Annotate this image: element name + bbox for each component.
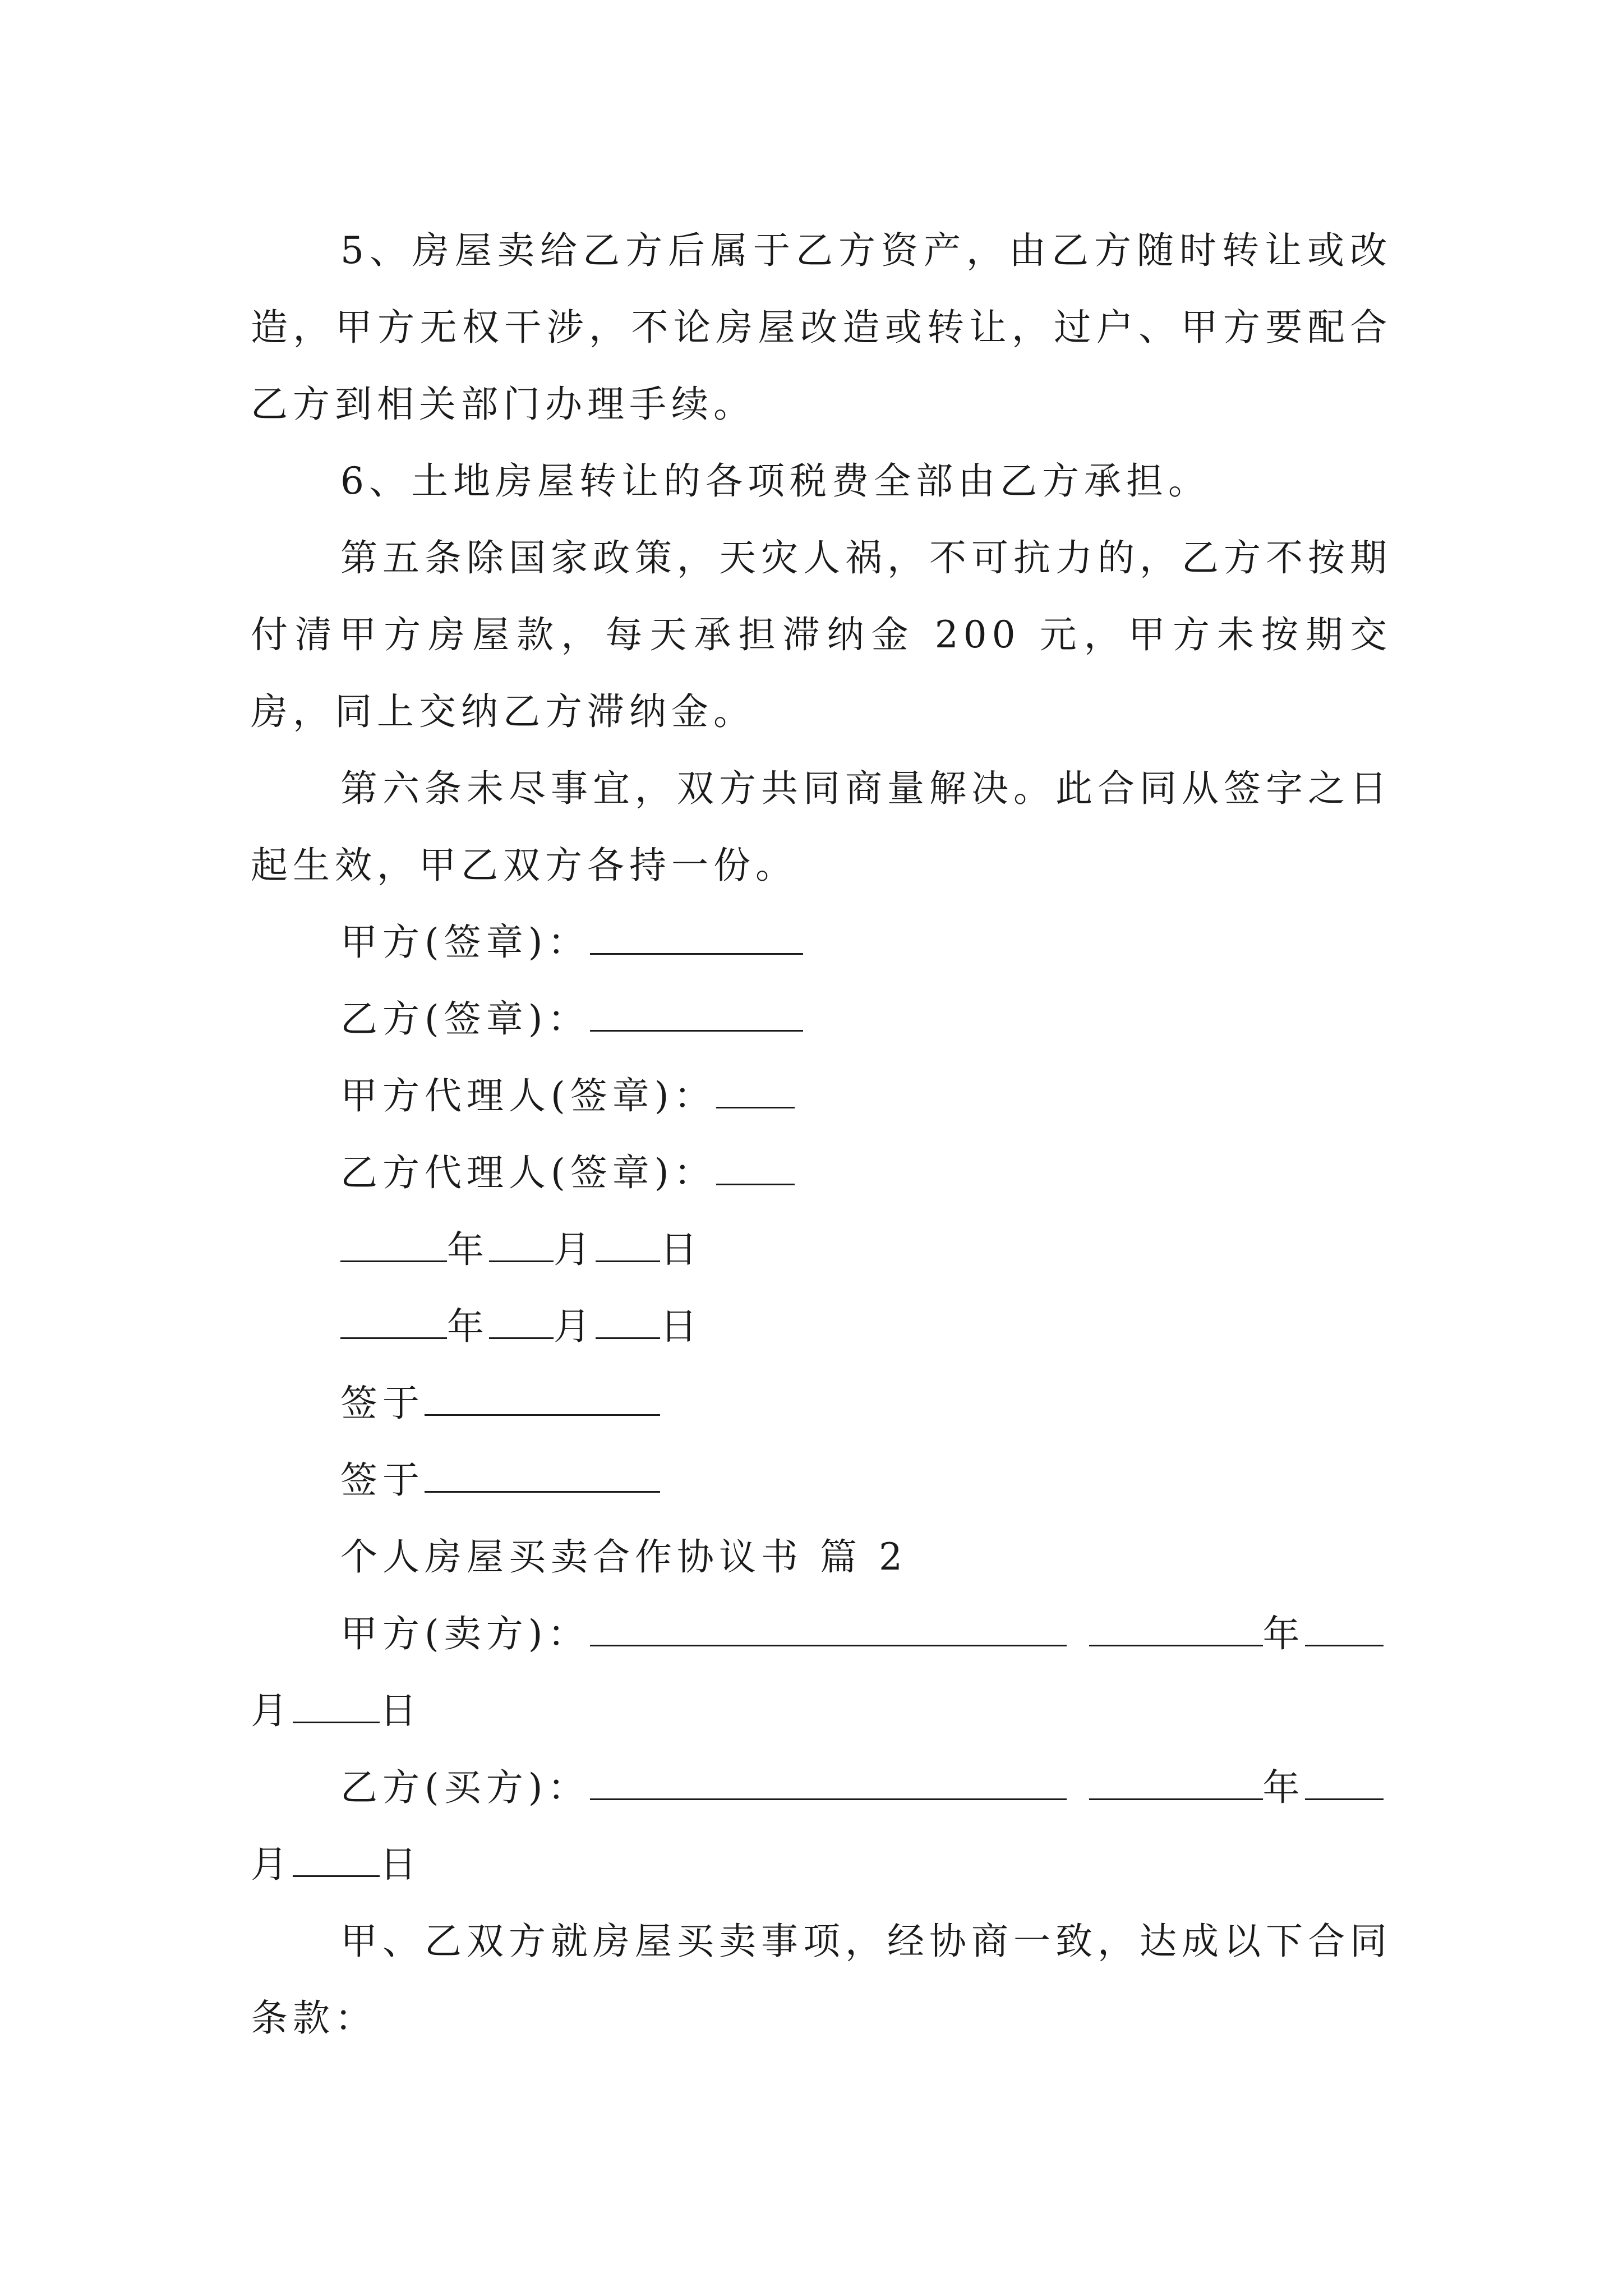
day-label: 日 (660, 1228, 702, 1271)
article-6: 第六条未尽事宜，双方共同商量解决。此合同从签字之日起生效，甲乙双方各持一份。 (251, 767, 1392, 887)
month-label: 月 (554, 1305, 596, 1348)
section-title (251, 1519, 1392, 1595)
day-blank (596, 1236, 660, 1262)
month-label: 月 (554, 1228, 596, 1271)
signature-agent-a (251, 1057, 1392, 1134)
signature-party-a-label: 甲方(签章)： (340, 921, 590, 964)
party-a-seller-label: 甲方(卖方)： (340, 1612, 590, 1655)
day-blank (293, 1697, 380, 1723)
year-label: 年 (447, 1305, 489, 1348)
signed-at-blank (425, 1389, 660, 1416)
signature-party-b-label: 乙方(签章)： (340, 997, 590, 1041)
party-b-buyer-line-cont (251, 1826, 1392, 1903)
signature-agent-b-label: 乙方代理人(签章)： (340, 1151, 716, 1194)
section-title-text: 个人房屋买卖合作协议书 篇 2 (340, 1535, 907, 1579)
signature-party-b (251, 981, 1392, 1057)
signature-agent-b (251, 1134, 1392, 1211)
clause-5: 5、房屋卖给乙方后属于乙方资产，由乙方随时转让或改造，甲方无权干涉，不论房屋改造或转让，过户、甲方要配合乙方到相关部门办理手续。 (251, 229, 1392, 426)
year-label: 年 (447, 1228, 489, 1271)
party-a-seller-blank (590, 1620, 1067, 1646)
month-blank (489, 1236, 554, 1262)
article-5: 第五条除国家政策，天灾人祸，不可抗力的，乙方不按期付清甲方房屋款，每天承担滞纳金 200 元，甲方未按期交房，同上交纳乙方滞纳金。 (251, 536, 1392, 733)
signature-agent-a-label: 甲方代理人(签章)： (340, 1074, 716, 1117)
year-blank (1089, 1774, 1263, 1800)
party-a-seller-line-cont (251, 1672, 1392, 1749)
signed-at-label: 签于 (340, 1382, 425, 1425)
party-a-seller-line (251, 1595, 1392, 1672)
signature-agent-a-blank (716, 1082, 795, 1108)
year-blank (340, 1236, 447, 1262)
day-blank (293, 1851, 380, 1877)
date-line-1 (251, 1211, 1392, 1288)
year-label: 年 (1262, 1612, 1305, 1655)
day-label: 日 (660, 1305, 702, 1348)
party-b-buyer-label: 乙方(买方)： (340, 1766, 590, 1809)
signed-at-label: 签于 (340, 1458, 425, 1502)
year-blank (1089, 1620, 1263, 1646)
year-blank (340, 1313, 447, 1339)
signed-at-line-1 (251, 1365, 1392, 1442)
party-b-buyer-blank (590, 1774, 1067, 1800)
year-label: 年 (1262, 1766, 1305, 1809)
signed-at-blank (425, 1466, 660, 1493)
signature-party-a (251, 904, 1392, 981)
day-label: 日 (380, 1843, 422, 1886)
month-label: 月 (251, 1689, 293, 1732)
date-line-2 (251, 1288, 1392, 1365)
signature-party-b-blank (590, 1005, 803, 1032)
month-label: 月 (251, 1843, 293, 1886)
day-label: 日 (380, 1689, 422, 1732)
month-blank (489, 1313, 554, 1339)
signed-at-line-2 (251, 1442, 1392, 1519)
month-blank (1305, 1774, 1384, 1800)
document-page (251, 212, 1392, 2056)
clause-6: 6、土地房屋转让的各项税费全部由乙方承担。 (340, 459, 1210, 503)
signature-agent-b-blank (716, 1159, 795, 1185)
day-blank (596, 1313, 660, 1339)
signature-party-a-blank (590, 928, 803, 955)
party-b-buyer-line (251, 1749, 1392, 1826)
intro-paragraph: 甲、乙双方就房屋买卖事项，经协商一致，达成以下合同条款： (251, 1920, 1392, 2040)
month-blank (1305, 1620, 1384, 1646)
